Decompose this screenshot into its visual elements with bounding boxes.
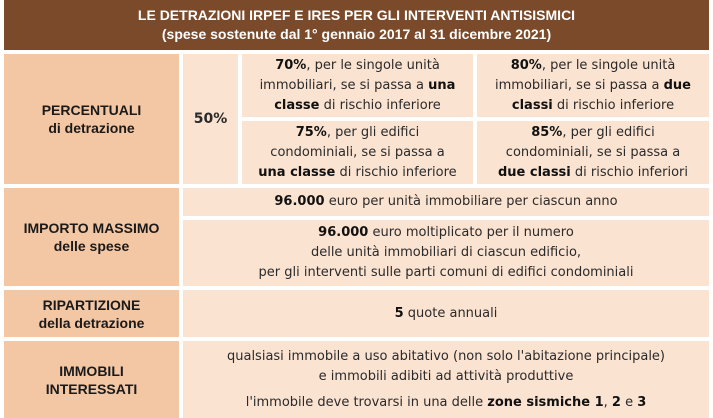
- cell-85: [477, 121, 709, 184]
- text-80-bold: due classi: [511, 77, 691, 113]
- importo-r2-line2: delle unità immobiliari di ciascun edificio,: [310, 245, 582, 260]
- immobili-line2: e immobili adibiti ad attività produttive: [318, 368, 574, 384]
- text-85-b: di rischio inferiori: [570, 164, 689, 180]
- percentuali-base: [183, 54, 238, 184]
- importo-label: [4, 188, 179, 286]
- immobili-zone-2: 2: [611, 394, 621, 410]
- importo-label-line1: IMPORTO MASSIMO: [23, 220, 160, 236]
- ripartizione-num: 5: [394, 305, 404, 321]
- immobili-label: [4, 341, 179, 418]
- immobili-line3-pre: l'immobile deve trovarsi in una delle: [245, 394, 488, 410]
- immobili-line3: [227, 393, 665, 413]
- immobili-sep1: ,: [603, 394, 612, 410]
- cell-70: [242, 54, 473, 117]
- pct-70: 70%: [275, 57, 307, 73]
- ripartizione-label-line2: della detrazione: [38, 314, 145, 331]
- text-75-bold: una classe: [258, 164, 336, 180]
- base-percent: 50%: [193, 111, 228, 127]
- text-75-b: di rischio inferiore: [335, 164, 457, 180]
- text-85-bold: due classi: [497, 164, 571, 180]
- ripartizione-text: quote annuali: [403, 305, 498, 321]
- pct-75: 75%: [295, 124, 327, 140]
- text-80-a: , per le singole unità immobiliari, se si passa a: [495, 57, 676, 93]
- importo-row-1: [183, 188, 709, 216]
- table-title: [4, 0, 709, 50]
- cell-80: [477, 54, 709, 117]
- text-70-b: di rischio inferiore: [319, 97, 441, 113]
- percentuali-label-line2: di detrazione: [48, 120, 135, 136]
- immobili-zone-3: 3: [637, 394, 647, 410]
- title-line-2: (spese sostenute dal 1° gennaio 2017 al 31 dicembre 2021): [161, 26, 552, 42]
- ripartizione-value: [183, 290, 709, 337]
- text-70-bold: una classe: [274, 77, 456, 113]
- importo-row-2: [183, 220, 709, 286]
- importo-r2-line3: per gli interventi sulle parti comuni di edifici condominiali: [258, 265, 634, 280]
- immobili-line1: qualsiasi immobile a uso abitativo (non solo l'abitazione principale): [226, 348, 666, 364]
- text-80-b: di rischio inferiore: [552, 97, 675, 113]
- immobili-label-line1: IMMOBILI: [59, 362, 124, 379]
- percentuali-label-line1: PERCENTUALI: [41, 102, 142, 118]
- immobili-value: [183, 341, 709, 418]
- importo-r1-text: euro per unità immobiliare per ciascun anno: [324, 194, 618, 209]
- importo-r2-amount: 96.000: [318, 225, 369, 240]
- text-70-a: , per le singole unità immobiliari, se si passa a: [259, 57, 440, 93]
- importo-r1-amount: 96.000: [274, 194, 325, 209]
- importo-r2-text: euro moltiplicato per il numero: [368, 225, 574, 240]
- ripartizione-label-line1: RIPARTIZIONE: [42, 296, 141, 313]
- pct-80: 80%: [510, 57, 542, 73]
- title-line-1: LE DETRAZIONI IRPEF E IRES PER GLI INTERVENTI ANTISISMICI: [137, 7, 576, 23]
- immobili-sep2: e: [620, 394, 638, 410]
- ripartizione-label: [4, 290, 179, 337]
- pct-85: 85%: [531, 124, 563, 140]
- percentuali-label: [4, 54, 179, 184]
- immobili-label-line2: INTERESSATI: [45, 380, 138, 397]
- importo-label-line2: delle spese: [53, 238, 130, 254]
- text-75-a: , per gli edifici condominiali, se si passa a: [270, 124, 445, 160]
- text-85-a: , per gli edifici condominiali, se si passa a: [505, 124, 681, 160]
- immobili-zone-1: zone sismiche 1: [487, 394, 604, 410]
- cell-75: [242, 121, 473, 184]
